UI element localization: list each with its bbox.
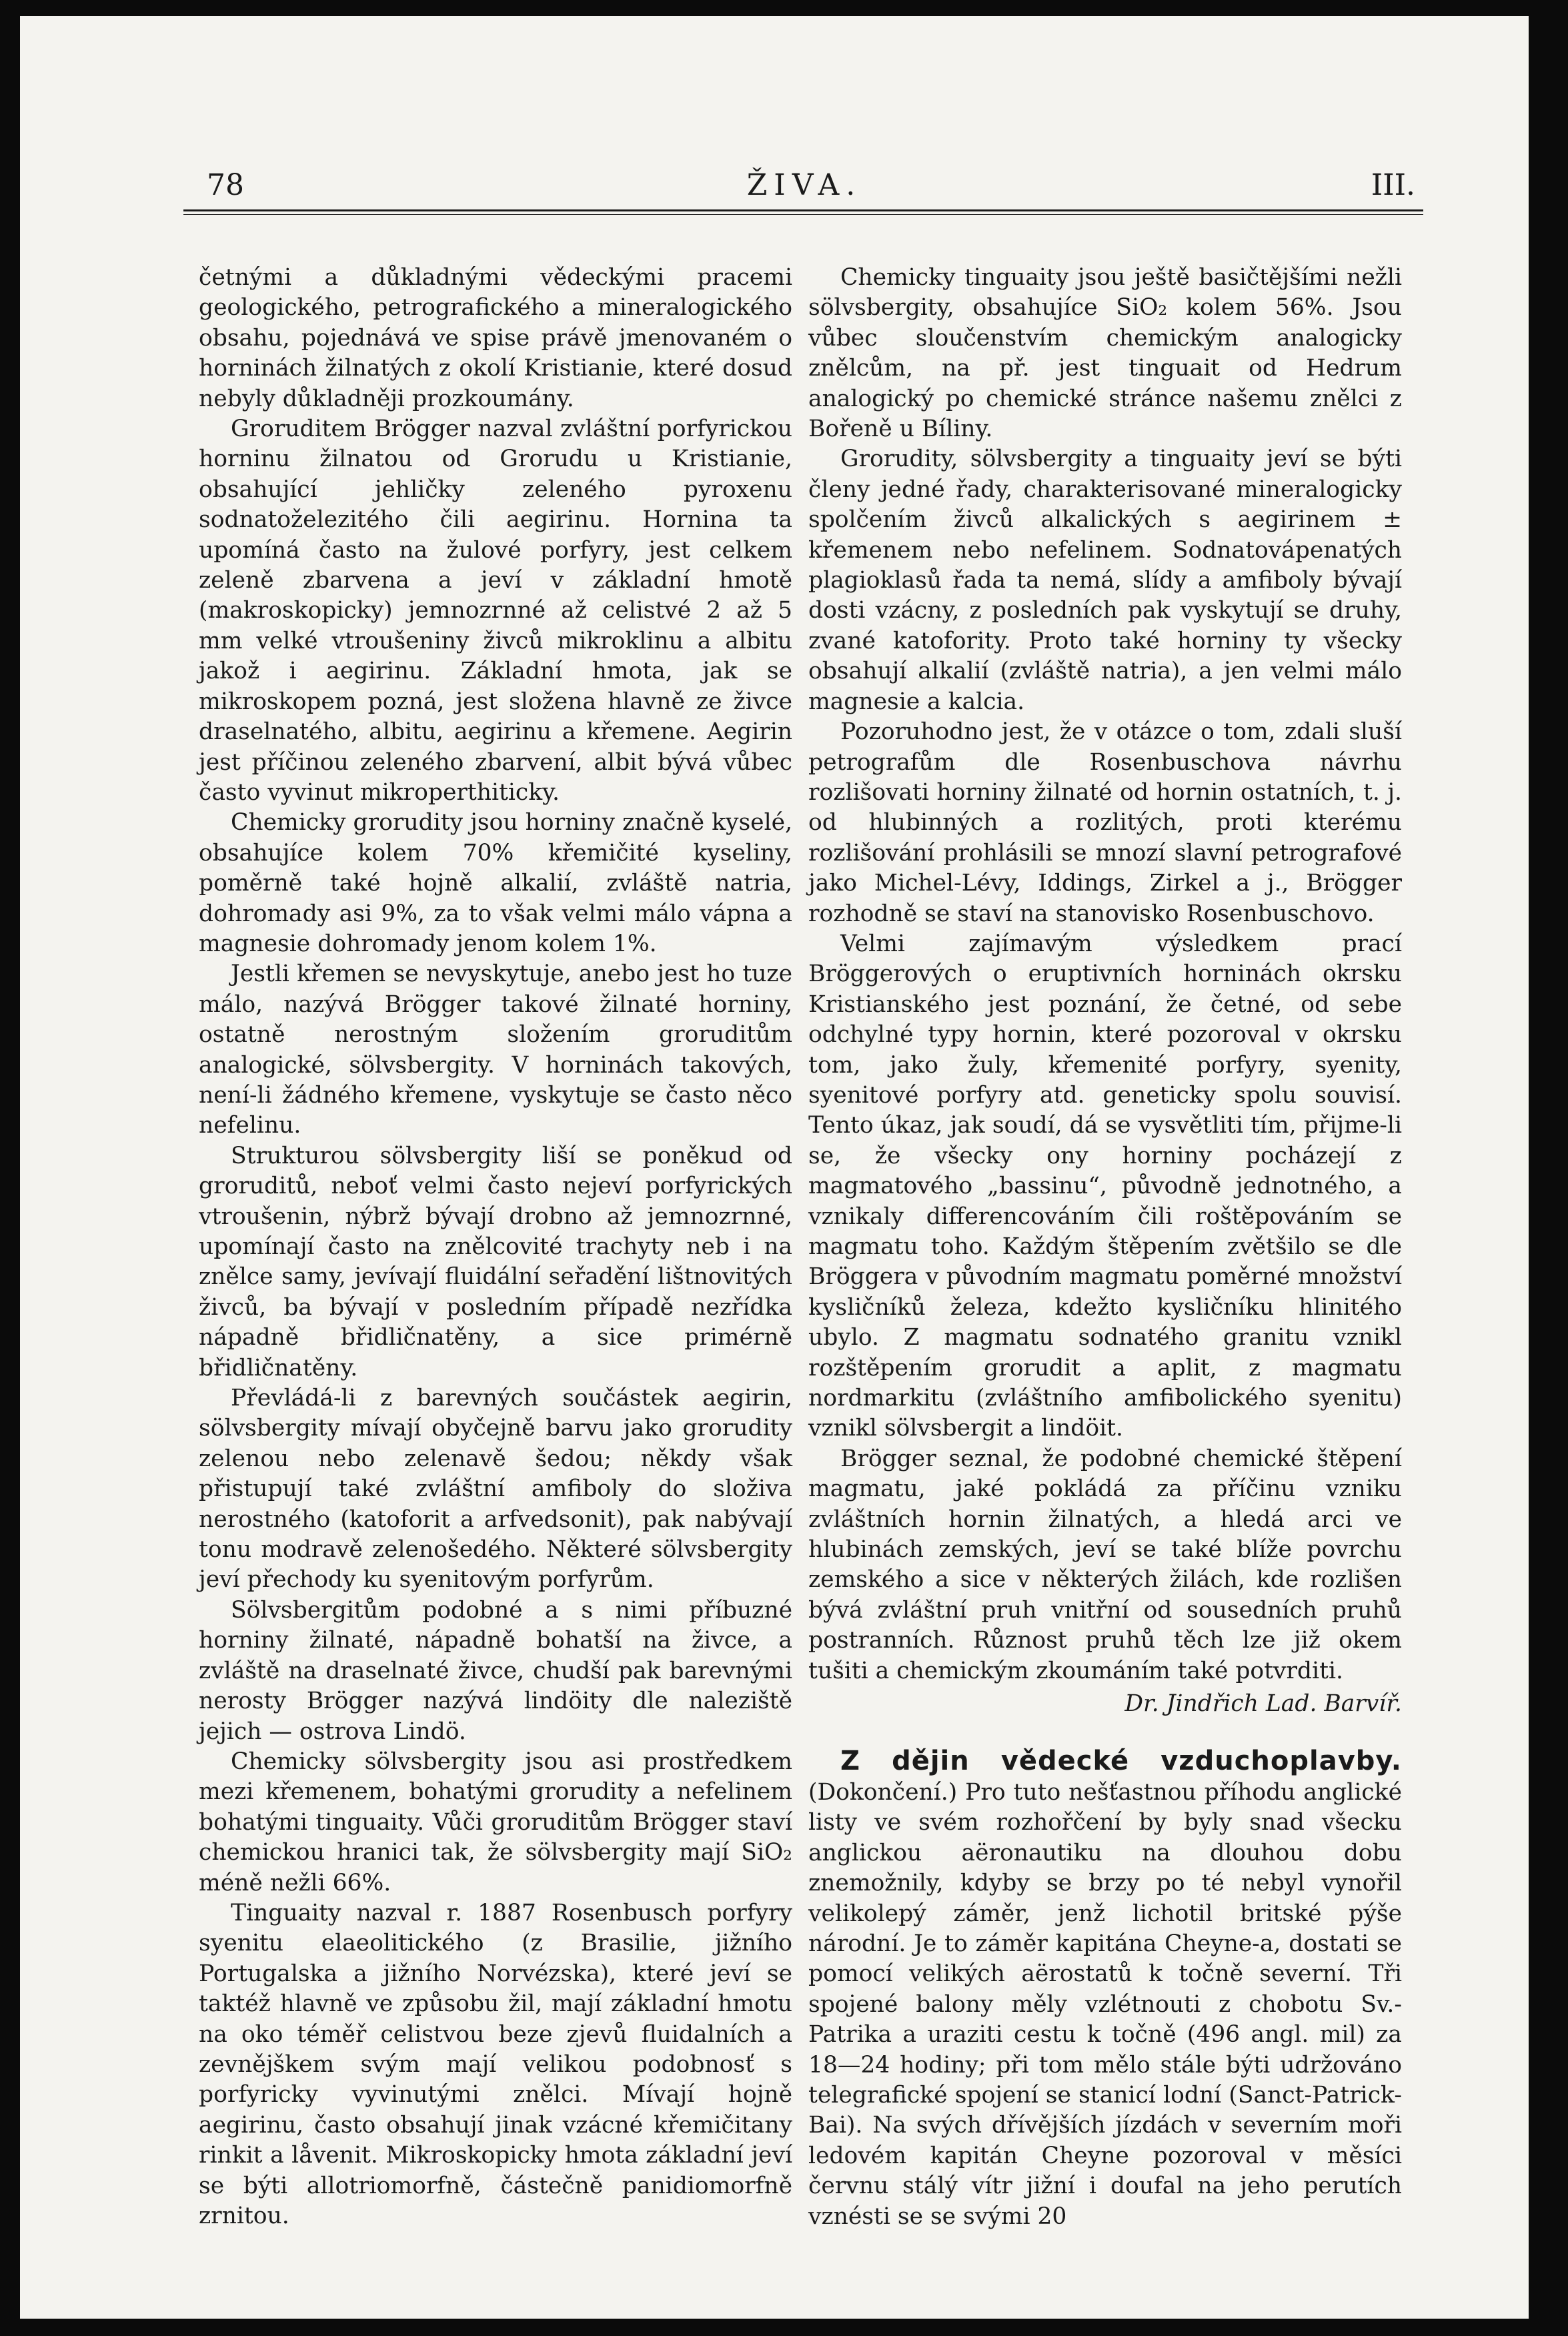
paragraph: Převládá-li z barevných součástek aegirin, sölvsbergity mívají obyčejně barvu jako grorudity zelenou nebo zelenavě šedou; někdy však přistupují také zvláštní amfiboly do složiva nerostného (katoforit a arfvedsonit), pak nabývají tonu modravě zelenošedého. Některé sölvsbergity jeví přechody ku syenitovým porfyrům. [199, 1385, 792, 1594]
paragraph: Jestli křemen se nevyskytuje, anebo jest ho tuze málo, nazývá Brögger takové žilnaté horniny, ostatně nerostným složením groruditům analogické, sölvsbergity. V horninách takových, není-li žádného křemene, vyskytuje se často něco nefelinu. [199, 961, 792, 1139]
author-signature: Dr. Jindřich Lad. Barvíř. [1124, 1690, 1402, 1718]
paragraph: Chemicky grorudity jsou horniny značně kyselé, obsahujíce kolem 70% křemičité kyseliny, poměrně také hojně alkalií, zvláště natria, dohromady asi 9%, za to však velmi málo vápna a magnesie dohromady jenom kolem 1%. [199, 809, 792, 957]
right-column [808, 263, 1402, 2232]
paragraph: Sölvsbergitům podobné a s nimi příbuzné horniny žilnaté, nápadně bohatší na živce, a zvláště na draselnaté živce, chudší pak barevnými nerosty Brögger nazývá lindöity dle naleziště jejich — ostrova Lindö. [199, 1596, 792, 1745]
paragraph: Groruditem Brögger nazval zvláštní porfyrickou horninu žilnatou od Grorudu u Kristianie, obsahující jehličky zeleného pyroxenu sodnatoželezitého čili aegirinu. Hornina ta upomíná často na žulové porfyry, jest celkem zeleně zbarvena a jeví v základní hmotě (makroskopicky) jemnozrnné až celistvé 2 až 5 mm velké vtroušeniny živců mikroklinu a albitu jakož i aegirinu. Základní hmota, jak se mikroskopem pozná, jest složena hlavně ze živce draselnatého, albitu, aegirinu a křemene. Aegirin jest příčinou zeleného zbarvení, albit bývá vůbec často vyvinut mikroperthiticky. [199, 416, 792, 806]
volume-number: III. [1371, 168, 1415, 202]
paragraph: Chemicky tinguaity jsou ještě basičtějšími nežli sölvsbergity, obsahujíce SiO₂ kolem 56%. Jsou vůbec sloučenstvím chemickým analogicky znělcům, na př. jest tinguait od Hedrum analogický po chemické stránce našemu znělci z Bořeně u Bíliny. [808, 264, 1402, 443]
paragraph: Velmi zajímavým výsledkem prací Bröggerových o eruptivních horninách okrsku Kristianského jest poznání, že četné, od sebe odchylné typy hornin, které pozoroval v okrsku tom, jako žuly, křemenité porfyry, syenity, syenitové porfyry atd. geneticky spolu souvisí. Tento úkaz, jak soudí, dá se vysvětliti tím, přijme-li se, že všecky ony horniny pocházejí z magmatového „bassinu“, původně jednotného, a vznikaly differencováním čili roštěpováním se magmatu toho. Každým štěpením zvětšilo se dle Bröggera v původním magmatu poměrné množství kysličníků železa, kdežto kysličníku hlinitého ubylo. Z magmatu sodnatého granitu vznikl rozštěpením grorudit a aplit, z magmatu nordmarkitu (zvláštního amfibolického syenitu) vznikl sölvsbergit a lindöit. [808, 930, 1402, 1442]
header-rule [183, 209, 1423, 215]
page-header [187, 168, 1422, 208]
paragraph: Brögger seznal, že podobné chemické štěpení magmatu, jaké pokládá za příčinu vzniku zvláštních hornin žilnatých, a hledá arci ve hlubinách zemských, jeví se také blíže povrchu zemského a sice v některých žilách, kde rozlišen bývá zvláštní pruh vnitřní od sousedních pruhů postranních. Různost pruhů těch lze již okem tušiti a chemickým zkoumáním také potvrditi. [808, 1445, 1402, 1684]
paragraph: Tinguaity nazval r. 1887 Rosenbusch porfyry syenitu elaeolitického (z Brasilie, jižního Portugalska a jižního Norvézska), které jeví se taktéž hlavně ve způsobu žil, mají základní hmotu na oko téměř celistvou beze zjevů fluidalních a zevnějškem svým mají velikou podobnosť s porfyricky vyvinutými znělci. Mívají hojně aegirinu, často obsahují jinak vzácné křemičitany rinkit a låvenit. Mikroskopicky hmota základní jeví se býti allotriomorfně, částečně panidiomorfně zrnitou. [199, 1899, 792, 2229]
journal-page [20, 16, 1529, 2319]
left-column [199, 263, 792, 2231]
article-heading: Z dějin vědecké vzduchoplavby. [840, 1745, 1402, 1776]
paragraph: Strukturou sölvsbergity liší se poněkud od groruditů, neboť velmi často nejeví porfyrických vtroušenin, nýbrž bývají drobno až jemnozrnné, upomínají často na znělcovité trachyty neb i na znělce samy, jevívají fluidální seřadění lištnovitých živců, ba bývají v posledním případě nezřídka nápadně břidličnatěny, a sice primérně břidličnatěny. [199, 1142, 792, 1381]
journal-title: ŽIVA. [746, 168, 862, 202]
page-number: 78 [207, 168, 244, 202]
article-start [808, 1746, 1402, 2233]
paragraph: Pozoruhodno jest, že v otázce o tom, zdali sluší petrografům dle Rosenbuschova návrhu rozlišovati horniny žilnaté od hornin ostatních, t. j. od hlubinných a rozlitých, proti kterému rozlišování prohlásili se mnozí slavní petrografové jako Michel-Lévy, Iddings, Zirkel a j., Brögger rozhodně se staví na stanovisko Rosenbuschovo. [808, 718, 1402, 927]
paragraph: četnými a důkladnými vědeckými pracemi geologického, petrografického a mineralogického obsahu, pojednává ve spise právě jmenovaném o horninách žilnatých z okolí Kristianie, které dosud nebyly důkladněji prozkoumány. [199, 264, 792, 412]
paragraph: Grorudity, sölvsbergity a tinguaity jeví se býti členy jedné řady, charakterisované mineralogicky spolčením živců alkalických s aegirinem ± křemenem nebo nefelinem. Sodnatovápenatých plagioklasů řada ta nemá, slídy a amfiboly bývají dosti vzácny, z posledních pak vyskytují se druhy, zvané katofority. Proto také horniny ty všecky obsahují alkalií (zvláště natria), a jen velmi málo magnesie a kalcia. [808, 446, 1402, 715]
article-body: (Dokončení.) Pro tuto nešťastnou příhodu anglické listy ve svém rozhořčení by byly snad všecku anglickou aëronautiku na dlouhou dobu znemožnily, kdyby se brzy po té nebyl vynořil velikolepý záměr, jenž lichotil britské pýše národní. Je to záměr kapitána Cheyne-a, dostati se pomocí velikých aërostatů k točně severní. Tři spojené balony měly vzlétnouti z chobotu Sv.-Patrika a uraziti cestu k točně (496 angl. mil) za 18—24 hodiny; při tom mělo stále býti udržováno telegrafické spojení se stanicí lodní (Sanct-Patrick-Bai). Na svých dřívějších jízdách v severním moři ledovém kapitán Cheyne pozoroval v měsíci červnu stálý vítr jižní i doufal na jeho perutích vznésti se se svými 20 [808, 1778, 1402, 2230]
paragraph: Chemicky sölvsbergity jsou asi prostředkem mezi křemenem, bohatými grorudity a nefelinem bohatými tinguaity. Vůči groruditům Brögger staví chemickou hranici tak, že sölvsbergity mají SiO₂ méně nežli 66%. [199, 1748, 792, 1896]
